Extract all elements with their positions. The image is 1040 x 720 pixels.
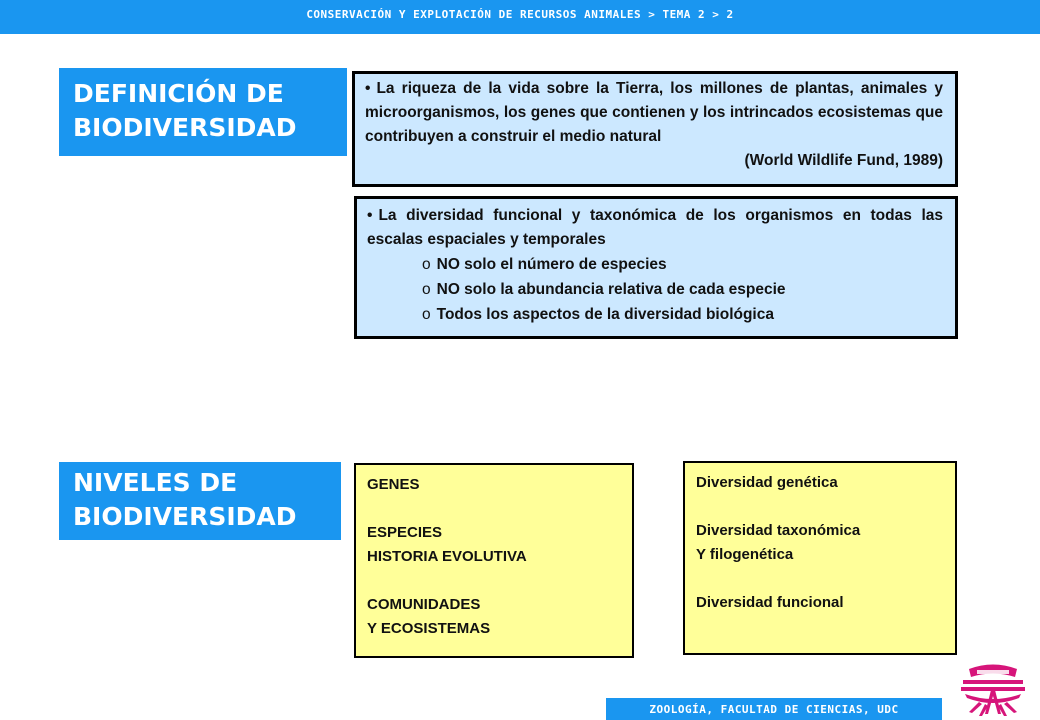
levels-list-box — [354, 463, 634, 658]
bullet-icon: • — [365, 80, 371, 97]
niveles-label — [59, 462, 341, 540]
diversity-item: Diversidad funcional — [696, 594, 844, 611]
level-item: GENES — [367, 476, 420, 493]
circle-marker-icon: o — [422, 256, 431, 273]
diversity-item: Diversidad genética — [696, 474, 838, 491]
definition-quote-box — [352, 71, 958, 187]
niveles-label-line1: NIVELES DE — [73, 468, 238, 497]
definicion-label-line1: DEFINICIÓN DE — [73, 79, 284, 108]
university-logo-icon — [955, 660, 1031, 718]
definition-quote — [365, 77, 943, 149]
header-breadcrumb: CONSERVACIÓN Y EXPLOTACIÓN DE RECURSOS ANIMALES > TEMA 2 > 2 — [306, 8, 734, 21]
level-spacer — [367, 569, 621, 593]
subpoint-list — [367, 252, 943, 327]
niveles-label-line2: BIODIVERSIDAD — [73, 502, 297, 531]
circle-marker-icon: o — [422, 281, 431, 298]
list-item: o Todos los aspectos de la diversidad biológica — [422, 306, 774, 323]
level-item: Y ECOSISTEMAS — [367, 620, 491, 637]
functional-definition — [367, 204, 943, 252]
level-item: ESPECIES — [367, 524, 443, 541]
circle-marker-icon: o — [422, 306, 431, 323]
footer-text: ZOOLOGÍA, FACULTAD DE CIENCIAS, UDC — [649, 703, 899, 716]
diversity-types-box — [683, 461, 957, 655]
level-spacer — [367, 497, 621, 521]
bullet-icon: • — [367, 207, 373, 224]
definition-quote-text: La riqueza de la vida sobre la Tierra, los millones de plantas, animales y microorganismos, los genes que contienen y los intrincados ecosistemas que contribuyen a construir el medio natural — [365, 80, 943, 145]
definition-quote-source: (World Wildlife Fund, 1989) — [744, 152, 943, 169]
list-item: o NO solo el número de especies — [422, 256, 667, 273]
level-item: HISTORIA EVOLUTIVA — [367, 548, 527, 565]
diversity-spacer — [696, 495, 944, 519]
definicion-label-line2: BIODIVERSIDAD — [73, 113, 297, 142]
definicion-label — [59, 68, 347, 156]
diversity-spacer — [696, 567, 944, 591]
functional-definition-box — [354, 196, 958, 339]
list-item: o NO solo la abundancia relativa de cada especie — [422, 281, 786, 298]
functional-definition-text: La diversidad funcional y taxonómica de los organismos en todas las escalas espaciales y temporales — [367, 207, 943, 248]
level-item: COMUNIDADES — [367, 596, 481, 613]
diversity-item: Y filogenética — [696, 546, 794, 563]
diversity-item: Diversidad taxonómica — [696, 522, 861, 539]
